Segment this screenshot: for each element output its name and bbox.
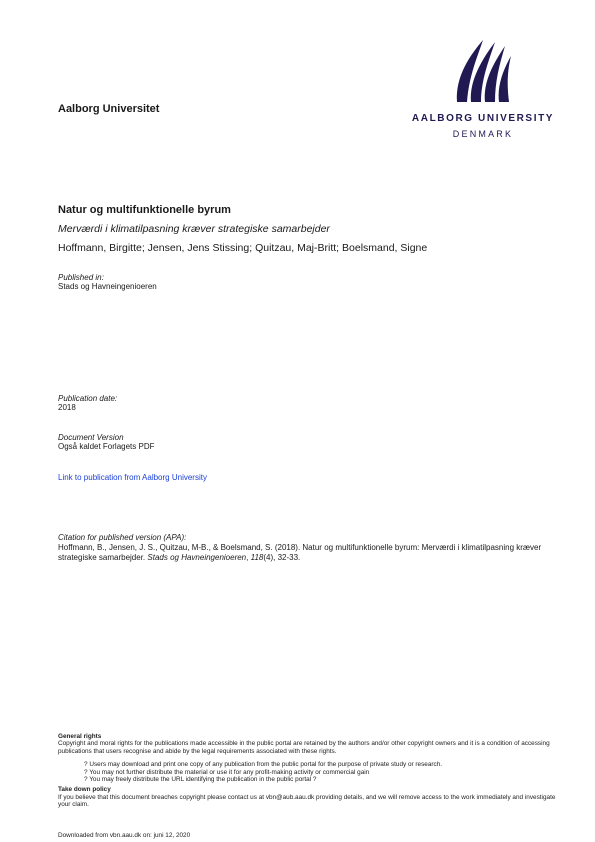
citation-main: Hoffmann, B., Jensen, J. S., Quitzau, M-B., & Boelsmand, S. (2018). Natur og multifunktionelle byrum: Merværdi i klimatilpasning kræver strategiske samarbejder. <box>58 543 542 562</box>
citation-issue-pages: (4), 32-33. <box>263 553 301 562</box>
general-rights-text: Copyright and moral rights for the publications made accessible in the public portal are retained by the authors and/or other copyright owners and it is a condition of accessing publications that users recognise and abide by the legal requirements associated with these rights. <box>58 740 550 755</box>
published-in-section <box>58 273 157 291</box>
takedown-heading: Take down policy <box>58 786 111 794</box>
citation-volume: 118 <box>250 553 264 562</box>
publication-date-section <box>58 394 117 412</box>
publication-title: Natur og multifunktionelle byrum <box>58 204 231 216</box>
downloaded-note: Downloaded from vbn.aau.dk on: juni 12, 2020 <box>58 832 191 839</box>
general-rights-heading: General rights <box>58 733 102 740</box>
rights-list <box>84 761 558 783</box>
published-in-value: Stads og Havneingenioeren <box>58 282 157 291</box>
document-version-label: Document Version <box>58 433 124 442</box>
logo-wordmark: AALBORG UNIVERSITY <box>411 113 555 124</box>
list-item: ? You may not further distribute the material or use it for any profit-making activity or commercial gain <box>84 768 370 776</box>
logo-country: DENMARK <box>452 129 514 139</box>
takedown-text: If you believe that this document breaches copyright please contact us at vbn@aub.aau.dk providing details, and we will remove access to the work immediately and investigate your claim. <box>58 793 556 809</box>
citation-text: Hoffmann, B., Jensen, J. S., Quitzau, M-B., & Boelsmand, S. (2018). Natur og multifunktionelle byrum: Merværdi i klimatilpasning kræver strategiske samarbejder. Stads og Havneingenioeren, 118(4), 32-33. <box>58 543 542 562</box>
citation-section <box>58 533 558 563</box>
publication-authors: Hoffmann, Birgitte; Jensen, Jens Stissing; Quitzau, Maj-Britt; Boelsmand, Signe <box>58 242 428 254</box>
citation-journal: Stads og Havneingenioeren <box>147 553 247 562</box>
published-in-label: Published in: <box>58 273 104 282</box>
aalborg-university-logo <box>403 36 563 146</box>
list-item: ? You may freely distribute the URL identifying the publication in the public portal ? <box>84 776 317 784</box>
publication-date-value: 2018 <box>58 403 76 412</box>
publication-subtitle: Merværdi i klimatilpasning kræver strategiske samarbejder <box>58 223 330 235</box>
citation-label: Citation for published version (APA): <box>58 533 187 542</box>
wave-logo-icon <box>453 36 513 108</box>
publication-link[interactable]: Link to publication from Aalborg University <box>58 473 207 482</box>
document-version-value: Også kaldet Forlagets PDF <box>58 442 155 451</box>
publication-date-label: Publication date: <box>58 394 118 403</box>
rights-section <box>58 733 558 809</box>
document-version-section <box>58 433 154 451</box>
list-item: ? Users may download and print one copy of any publication from the public portal for the purpose of private study or research. <box>84 761 443 769</box>
institution-name: Aalborg Universitet <box>58 103 160 115</box>
